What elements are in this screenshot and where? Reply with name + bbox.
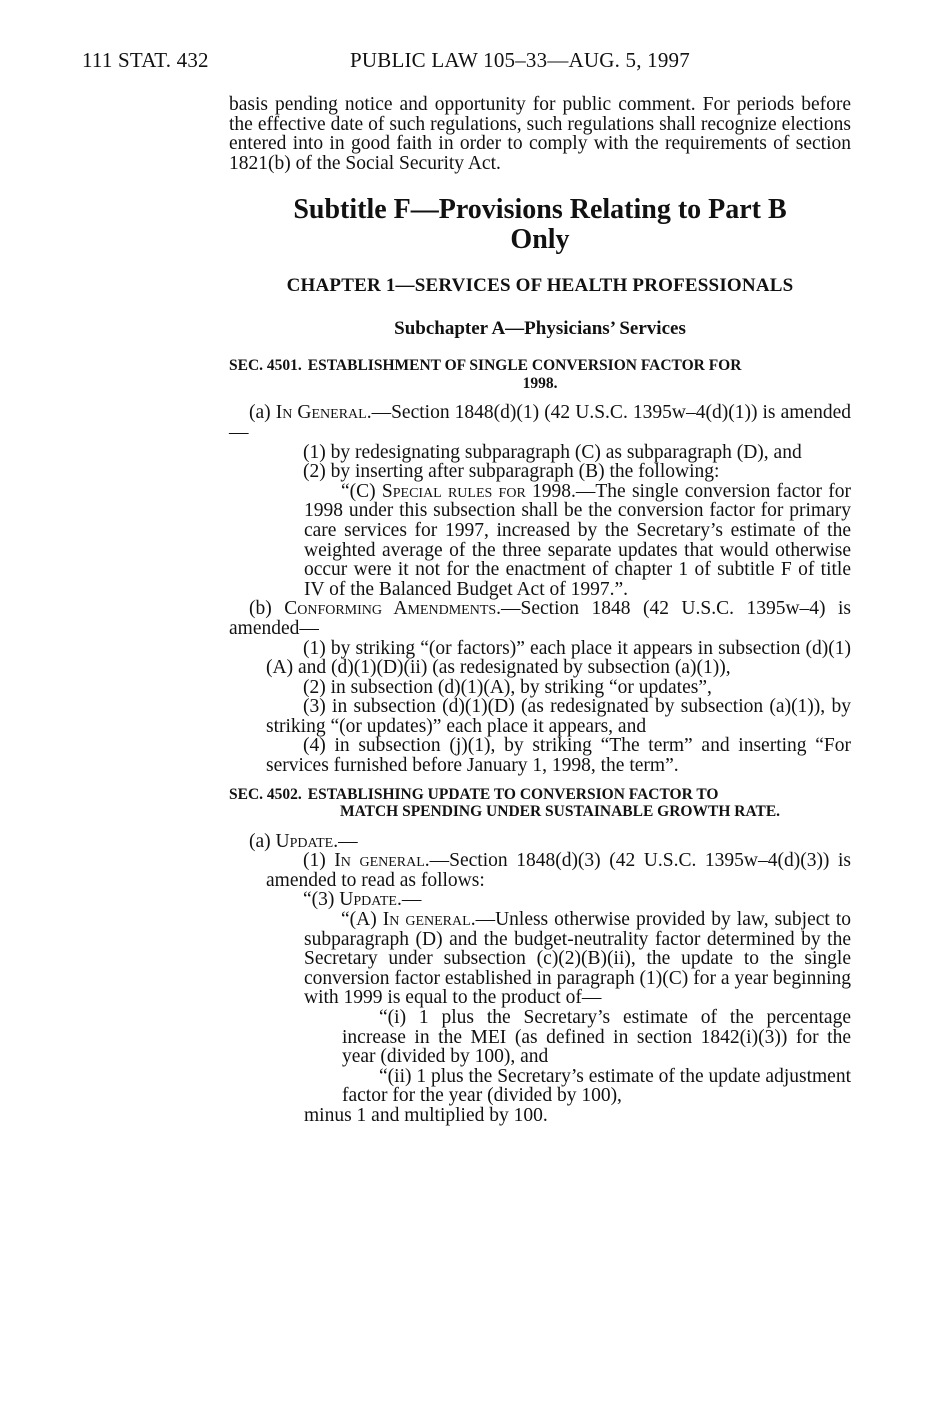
para-4501-b1: (1) by striking “(or factors)” each place it appears in subsection (d)(1)(A) and (d)(1)(D)(ii) (as redesignated by subsection (a)(1)),	[266, 637, 851, 679]
section-4502-heading	[229, 786, 851, 821]
document-body	[229, 95, 851, 1126]
section-title: ESTABLISHMENT OF SINGLE CONVERSION FACTOR FOR	[307, 357, 742, 375]
para-4501-b: (b) Conforming Amendments.—Section 1848 (42 U.S.C. 1395w–4) is amended—	[229, 598, 851, 639]
para-4502-end: minus 1 and multiplied by 100.	[304, 1104, 548, 1126]
para-4501-b3: (3) in subsection (d)(1)(D) (as redesignated by subsection (a)(1)), by striking “(or updates)” each place it appears, and	[266, 696, 851, 737]
para-4502-a: (a) Update.—	[249, 830, 358, 852]
para-4502-update: “(3) Update.—	[303, 889, 422, 911]
running-header: PUBLIC LAW 105–33—AUG. 5, 1997	[350, 48, 690, 72]
section-title-cont: MATCH SPENDING UNDER SUSTAINABLE GROWTH RATE.	[339, 803, 781, 821]
section-title: ESTABLISHING UPDATE TO CONVERSION FACTOR TO	[307, 785, 719, 803]
para-4502-a1: (1) In general.—Section 1848(d)(3) (42 U.S.C. 1395w–4(d)(3)) is amended to read as follows:	[266, 850, 851, 891]
para-4501-a: (a) In General.—Section 1848(d)(1) (42 U.S.C. 1395w–4(d)(1)) is amended—	[229, 402, 851, 443]
intro-paragraph: basis pending notice and opportunity for public comment. For periods before the effective date of such regulations, such regulations shall recognize elections entered into in good faith in order to comply with the requirements of section 1821(b) of the Social Security Act.	[229, 94, 851, 174]
para-4502-ii: “(ii) 1 plus the Secretary’s estimate of the update adjustment factor for the year (divided by 100),	[342, 1065, 851, 1107]
chapter-heading: CHAPTER 1—SERVICES OF HEALTH PROFESSIONALS	[286, 275, 794, 297]
para-4502-A: “(A) In general.—Unless otherwise provided by law, subject to subparagraph (D) and the budget-neutrality factor determined by the Secretary under subsection (c)(2)(B)(ii), the update to the single conversion factor established in paragraph (1)(C) for a year beginning with 1999 is equal to the product of—	[304, 909, 851, 1009]
para-4501-b2: (2) in subsection (d)(1)(A), by striking “or updates”,	[303, 676, 712, 698]
section-number: SEC. 4502.	[229, 785, 302, 803]
para-4501-b4: (4) in subsection (j)(1), by striking “The term” and inserting “For services furnished before January 1, 1998, the term”.	[266, 735, 851, 777]
para-4501-a1: (1) by redesignating subparagraph (C) as subparagraph (D), and	[303, 441, 802, 463]
section-title-cont: 1998.	[522, 374, 558, 392]
subtitle-line-2: Only	[510, 224, 570, 256]
subchapter-heading: Subchapter A—Physicians’ Services	[394, 318, 686, 340]
para-4501-a2: (2) by inserting after subparagraph (B) the following:	[303, 461, 720, 483]
para-4502-i: “(i) 1 plus the Secretary’s estimate of the percentage increase in the MEI (as defined in section 1842(i)(3)) for the year (divided by 100), and	[342, 1007, 851, 1068]
subtitle-line-1: Subtitle F—Provisions Relating to Part B	[293, 194, 787, 226]
page-citation: 111 STAT. 432	[82, 48, 209, 72]
para-4501-c: “(C) Special rules for 1998.—The single conversion factor for 1998 under this subsection shall be the conversion factor for primary care services for 1997, increased by the Secretary’s estimate of the weighted average of the three separate updates that would otherwise occur were it not for the enactment of chapter 1 of subtitle F of title IV of the Balanced Budget Act of 1997.”.	[304, 480, 851, 600]
section-4501-heading	[229, 357, 851, 392]
subtitle-heading	[229, 195, 851, 255]
section-number: SEC. 4501.	[229, 357, 302, 375]
